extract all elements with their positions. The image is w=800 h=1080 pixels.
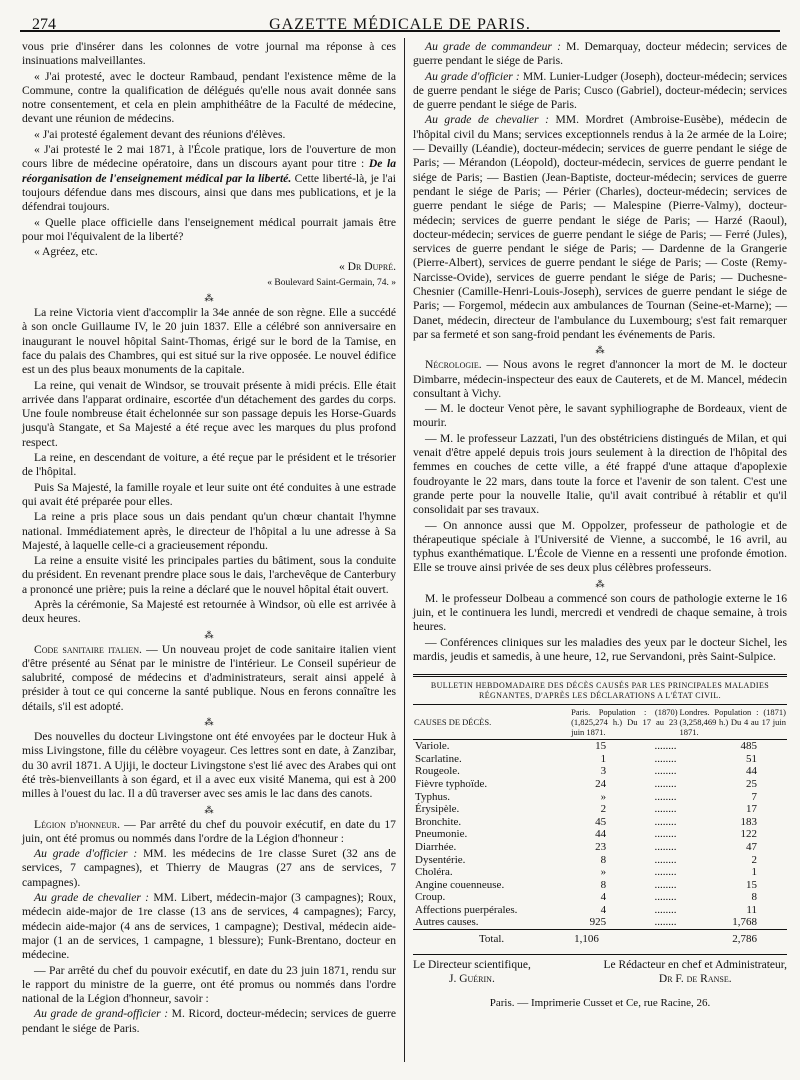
text: — Nous avons le regret d'annoncer la mort de M. le docteur Dimbarre, médecin-inspecteur des eaux de Cauterets, et de M. Mancel, médecin consultant à Vichy.	[413, 358, 787, 400]
cause-cell: Fièvre typhoïde.	[415, 777, 488, 790]
director-name: J. Guérin.	[448, 972, 495, 985]
signature-address: « Boulevard Saint-Germain, 74. »	[267, 277, 396, 288]
leader-dots: ........	[654, 916, 677, 929]
paris-cell	[570, 891, 678, 904]
london-cell: 183	[740, 815, 757, 828]
paris-value: 4	[600, 891, 607, 904]
table-row	[413, 854, 787, 867]
london-cell: 1	[751, 866, 757, 879]
london-cell: 51	[746, 752, 757, 765]
table-row	[413, 916, 787, 929]
right-column	[413, 40, 787, 1010]
leader-dots: ........	[654, 891, 677, 904]
leader-dots: ........	[654, 803, 677, 816]
table-row	[413, 904, 787, 917]
table-row	[413, 816, 787, 829]
paris-value: 8	[600, 878, 607, 891]
cause-cell: Autres causes.	[415, 916, 479, 929]
leader-dots: ........	[654, 853, 677, 866]
paris-cell	[570, 765, 678, 778]
text: M. Ricord, docteur-médecin; services de guerre pendant le siége de Paris.	[22, 1007, 396, 1035]
table-row	[413, 866, 787, 879]
table-row	[413, 765, 787, 778]
paris-value: 15	[595, 740, 607, 753]
column-divider	[404, 38, 405, 1062]
cause-cell: Scarlatine.	[415, 752, 462, 765]
paris-value: 45	[595, 815, 607, 828]
news-paragraph: — Conférences cliniques sur les maladies des yeux par le docteur Sichel, les mardis, jeudis et samedis, à une heure, 12, rue Servandoni, près Saint-Sulpice.	[413, 635, 787, 663]
news-paragraph	[22, 847, 396, 890]
news-paragraph	[413, 40, 787, 69]
leader-dots: ........	[654, 790, 677, 803]
grade-heading: Au grade d'officier :	[34, 847, 138, 861]
mortality-table	[413, 704, 787, 946]
cause-cell: Diarrhée.	[415, 840, 457, 853]
news-paragraph	[413, 113, 787, 342]
table-row	[413, 753, 787, 766]
paris-value: 44	[595, 828, 607, 841]
london-cell: 25	[746, 777, 757, 790]
section-heading: Code sanitaire italien.	[34, 642, 142, 656]
london-cell: 8	[751, 891, 757, 904]
london-cell: 2	[751, 853, 757, 866]
news-paragraph: La reine Victoria vient d'accomplir la 34e année de son règne. Elle a succédé à son oncle Guillaume IV, le 20 juin 1837. Elle a célébré son anniversaire en inaugurant le nouvel hôpital Saint-Thomas, érigé sur le bord de la Tamise, en face du palais des Chambres, qui est situé sur la rive opposée. Le nouvel édifice est un des plus beaux monuments de la capitale.	[22, 306, 396, 377]
grade-heading: Au grade d'officier :	[425, 69, 520, 83]
paris-value: 2	[600, 803, 607, 816]
leader-dots: ........	[654, 866, 677, 879]
news-paragraph	[413, 70, 787, 113]
paris-value: 925	[589, 916, 607, 929]
paris-cell	[570, 816, 678, 829]
paris-cell	[570, 778, 678, 791]
leader-dots: ........	[654, 765, 677, 778]
table-header-row	[413, 705, 787, 740]
cause-cell: Angine couenneuse.	[415, 878, 505, 891]
editor-signature	[604, 958, 787, 986]
text: — Un nouveau projet de code sanitaire italien vient d'être présenté au Sénat par le ministre de l'intérieur. Le Conseil supérieur de salubrité, composé de médecins et d'administrateurs, serait ainsi appelé à présider à tout ce qui concerne la santé publique. Nous en ferons connaître les détails, s'il est adopté.	[22, 642, 396, 713]
paris-cell	[570, 753, 678, 766]
text: MM. les médecins de 1re classe Suret (32 ans de services, 7 campagnes), et Thierry de Maugras (27 ans de services, 7 campagnes).	[22, 847, 397, 889]
header-rule	[20, 30, 780, 32]
printer-line: Paris. — Imprimerie Cusset et Ce, rue Racine, 26.	[489, 996, 711, 1009]
page-number: 274	[32, 16, 56, 33]
paris-value: 3	[600, 765, 607, 778]
leader-dots: ........	[654, 903, 677, 916]
bulletin-subtitle: RÉGNANTES, D'APRÈS LES DÉCLARATIONS A L'ÉTAT CIVIL.	[478, 691, 722, 701]
section-stars: ⁂	[595, 578, 605, 589]
table-row	[413, 879, 787, 892]
table-row	[413, 803, 787, 816]
letter-paragraph: « J'ai protesté également devant des réunions d'élèves.	[34, 127, 286, 141]
text: MM. Libert, médecin-major (3 campagnes); Roux, médecin aide-major de 1re classe (13 ans de services, 4 campagnes); Farcy, médecin aide-major (4 ans de services, 1 campagne); Destival, médecin aide-major (1 an de services, 1 campagne, 1 blessure); Funk-Brentano, docteur en médecine.	[22, 891, 396, 962]
section-stars: ⁂	[204, 293, 214, 304]
cause-cell: Affections puerpérales.	[415, 903, 518, 916]
paris-cell	[570, 803, 678, 816]
london-cell: 17	[746, 803, 757, 816]
news-paragraph: — Par arrêté du chef du pouvoir exécutif, en date du 23 juin 1871, rendu sur le rapport du ministre de la guerre, ont été promus ou nommés dans l'ordre national de la Légion d'honneur, savoir :	[22, 963, 396, 1006]
news-paragraph	[413, 358, 787, 401]
total-london: 2,786	[679, 930, 787, 946]
cause-cell: Croup.	[415, 891, 446, 904]
london-cell: 47	[746, 840, 757, 853]
paris-value: »	[600, 866, 607, 879]
cause-cell: Dysentérie.	[415, 853, 466, 866]
section-heading: Nécrologie.	[425, 358, 482, 372]
leader-dots: ........	[654, 740, 677, 753]
text: — Par arrêté du chef du pouvoir exécutif, en date du 17 juin, ont été promus ou nommés dans l'ordre de la Légion d'honneur :	[22, 817, 396, 845]
grade-heading: Au grade de grand-officier :	[34, 1007, 169, 1021]
london-cell: 15	[746, 878, 757, 891]
column-header-causes: CAUSES DE DÉCÈS.	[413, 705, 570, 740]
bulletin-title: BULLETIN HEBDOMADAIRE DES DÉCÈS CAUSÉS PAR LES PRINCIPALES MALADIES	[430, 681, 770, 691]
editor-title: Le Rédacteur en chef et Administrateur,	[603, 958, 787, 971]
leader-dots: ........	[654, 752, 677, 765]
journal-title: GAZETTE MÉDICALE DE PARIS.	[269, 16, 531, 33]
director-title: Le Directeur scientifique,	[413, 958, 531, 971]
paris-value: »	[600, 790, 607, 803]
text: MM. Lunier-Ludger (Joseph), docteur-médecin; services de guerre pendant le siége de Paris; Cusco (Gabriel), docteur-médecin; services de guerre pendant le siége de Paris.	[413, 69, 787, 112]
news-paragraph	[22, 1007, 396, 1036]
news-paragraph: Des nouvelles du docteur Livingstone ont été envoyées par le docteur Huk à miss Livingstone, fille du célèbre voyageur. Ces lettres sont en date, à Zanzibar, du 30 avril 1871. A Ujiji, le docteur Livingstone s'est lié avec des Arabes qui ont été très-bienveillants à son égard, et il a avec eux visité Manema, qui est à 200 milles à l'ouest du lac. Il a dû traverser avec ses amis le lac dans des canots.	[22, 730, 396, 801]
news-paragraph	[22, 643, 396, 714]
section-stars: ⁂	[204, 804, 214, 815]
cause-cell: Pneumonie.	[415, 828, 468, 841]
grade-heading: Au grade de chevalier :	[34, 891, 150, 905]
section-stars: ⁂	[204, 717, 214, 728]
news-paragraph: La reine, en descendant de voiture, a été reçue par le président et le trésorier de l'hôpital.	[22, 451, 396, 479]
paris-cell	[570, 841, 678, 854]
paris-cell	[570, 904, 678, 917]
paris-cell	[570, 828, 678, 841]
news-paragraph: Puis Sa Majesté, la famille royale et leur suite ont été conduites à une estrade qui avait été préparée pour elles.	[22, 480, 396, 508]
news-paragraph: La reine a pris place sous un dais pendant qu'un chœur chantait l'hymne national. Immédiatement après, le directeur de l'hôpital a lu une adresse à Sa Majesté, à laquelle celle-ci a gracieusement répondu.	[22, 510, 396, 552]
director-signature	[413, 958, 531, 986]
text: M. Demarquay, docteur médecin; services de guerre pendant le siége de Paris.	[413, 40, 787, 68]
news-paragraph: — M. le professeur Lazzati, l'un des obstétriciens distingués de Milan, et qui venait d'être appelé depuis trois jours seulement à la direction de l'hôpital des femmes en couches de cette ville, a été frappé d'une attaque d'apoplexie foudroyante le 22 mars, dans toute la force et l'avenir de son talent. C'est une grande perte pour la nouvelle Italie, qu'il avait contribué à rétablir et qu'il consolidait par ses travaux.	[413, 431, 787, 517]
paris-cell	[570, 866, 678, 879]
section-heading: Légion d'honneur.	[34, 817, 120, 831]
mortality-bulletin	[413, 674, 787, 946]
signature: « Dr Dupré.	[338, 260, 396, 274]
paris-cell	[570, 740, 678, 753]
table-row	[413, 740, 787, 753]
paris-cell	[570, 916, 678, 929]
cause-cell: Érysipèle.	[415, 803, 460, 816]
news-paragraph: — M. le docteur Venot père, le savant syphiliographe de Bordeaux, vient de mourir.	[413, 402, 787, 430]
paris-value: 23	[595, 840, 607, 853]
news-paragraph: Après la cérémonie, Sa Majesté est retournée à Windsor, où elle est arrivée à deux heures.	[22, 597, 396, 626]
news-paragraph	[22, 891, 396, 962]
table-row	[413, 828, 787, 841]
text: Cette liberté-là, je l'ai toujours défendue dans mes discours, ainsi que dans mes publications, et je la défendrai toujours.	[22, 171, 397, 214]
cause-cell: Typhus.	[415, 790, 450, 803]
letter-paragraph	[22, 143, 396, 214]
leader-dots: ........	[654, 878, 677, 891]
column-header-paris: Paris. Population : (1870) (1,825,274 h.) Du 17 au 23 juin 1871.	[570, 705, 678, 740]
paris-value: 24	[595, 777, 607, 790]
paris-cell	[570, 854, 678, 867]
news-paragraph: La reine, qui venait de Windsor, se trouvait présente à midi précis. Elle était arrivée dans l'apparat ordinaire, escortée d'un détachement des gardes du corps. Une foule nombreuse était échelonnée sur son passage depuis les Horse-Guards jusqu'à Stangate, et Sa Majesté a été reçue avec les marques du plus profond respect.	[22, 378, 396, 449]
letter-paragraph: « J'ai protesté, avec le docteur Rambaud, pendant l'existence même de la Commune, contre la qualification de délégués qu'elle nous avait donnée sans notre consentement, et cela en plein amphithéâtre de la Faculté de médecine, devant une réunion de médecins.	[22, 69, 396, 126]
signature-footer	[413, 954, 787, 986]
london-cell: 44	[746, 765, 757, 778]
grade-heading: Au grade de commandeur :	[425, 40, 561, 53]
news-paragraph	[22, 818, 396, 847]
london-cell: 122	[740, 828, 757, 841]
london-cell: 1,768	[732, 916, 757, 929]
paris-cell	[570, 791, 678, 804]
london-cell: 11	[746, 903, 757, 916]
leader-dots: ........	[654, 828, 677, 841]
cause-cell: Rougeole.	[415, 765, 460, 778]
mortality-table-body	[413, 740, 787, 946]
left-column	[22, 40, 396, 1037]
column-header-london: Londres. Population : (1871) (3,258,469 h.) Du 4 au 17 juin 1871.	[679, 705, 787, 740]
leader-dots: ........	[654, 840, 677, 853]
cause-cell: Choléra.	[415, 866, 453, 879]
london-cell: 485	[740, 740, 757, 753]
letter-paragraph: « Quelle place officielle dans l'enseignement médical pourrait jamais être pour moi l'équivalent de la liberté?	[22, 215, 396, 243]
news-paragraph: M. le professeur Dolbeau a commencé son cours de pathologie externe le 16 juin, et le continuera les lundi, mercredi et vendredi de chaque semaine, à trois heures.	[413, 591, 787, 634]
paris-cell	[570, 879, 678, 892]
total-label: Total.	[413, 930, 570, 946]
total-paris: 1,106	[570, 930, 678, 946]
paris-value: 8	[600, 853, 607, 866]
speech-title: De la réorganisation de l'enseignement médical par la liberté.	[22, 157, 396, 185]
letter-paragraph: « Agréez, etc.	[34, 245, 98, 259]
cause-cell: Bronchite.	[415, 815, 462, 828]
paris-value: 4	[600, 903, 607, 916]
text: MM. Mordret (Ambroise-Eusèbe), médecin de l'hôpital civil du Mans; services exceptionnels rendus à la 2e armée de la Loire; — Devailly (Léandie), docteur-médecin; services de guerre pendant le siége de Paris; — Mérandon (Léopold), docteur-médecin, services de guerre pendant le siége de Paris; — Bastien (Jean-Baptiste, docteur-médecin; services de guerre pendant le siége de Paris; — Périer (Charles), docteur-médecin; services de guerre pendant le siége de Paris; — Malespine (Pierre-Valmy), docteur-médecin; services de guerre pendant le siége de Paris; — Harzé (Raoul), docteur-médecin; services de guerre pendant le siége de Paris; — Ferré (Jules), services de guerre pendant le siége de Paris; — Dardenne de la Grangerie (Pierre-Albert), services de guerre pendant le siége de Paris; — Coste (Remy-Narcisse-Ovide), services de guerre pendant le siége de Paris; — Duchesne-Chesnier (Camille-Henri-Louis-Joseph), services de guerre pendant le siége de Paris; — Forgemol, médecin aux ambulances de Tournan (Seine-et-Marne); — Danet, médecin, directeur de l'ambulance du Luxembourg; s'est fait remarquer par sa fermeté et son sang-froid pendant les événements de Paris.	[413, 113, 787, 341]
section-stars: ⁂	[204, 629, 214, 640]
table-row	[413, 891, 787, 904]
news-paragraph: — On annonce aussi que M. Oppolzer, professeur de pathologie et de thérapeutique spéciale à l'Université de Vienne, a succombé, le 16 avril, au typhus exanthématique. L'École de Vienne en a ressenti une profonde émotion. Elle se trouve ainsi privée de ses deux plus célèbres professeurs.	[413, 518, 787, 575]
london-cell: 7	[751, 790, 757, 803]
news-paragraph: La reine a ensuite visité les principales parties du bâtiment, sous la conduite du président. En revenant prendre place sous le dais, l'archevêque de Canterbury a prononcé une prière; puis la reine a déclaré que le nouvel hôpital était ouvert.	[22, 554, 396, 596]
leader-dots: ........	[654, 815, 677, 828]
page-header	[10, 8, 790, 38]
table-row	[413, 778, 787, 791]
table-row	[413, 791, 787, 804]
paris-value: 1	[600, 752, 607, 765]
section-stars: ⁂	[595, 345, 605, 356]
table-row	[413, 841, 787, 854]
letter-paragraph: vous prie d'insérer dans les colonnes de votre journal ma réponse à ces insinuations malveillantes.	[22, 40, 396, 68]
leader-dots: ........	[654, 777, 677, 790]
editor-name: Dr F. de Ranse.	[658, 972, 732, 985]
total-row	[413, 930, 787, 946]
grade-heading: Au grade de chevalier :	[425, 113, 549, 127]
cause-cell: Variole.	[415, 740, 450, 753]
text: « J'ai protesté le 2 mai 1871, à l'École pratique, lors de l'ouverture de mon cours libre de médecine opératoire, dans un discours ayant pour titre :	[22, 143, 396, 171]
